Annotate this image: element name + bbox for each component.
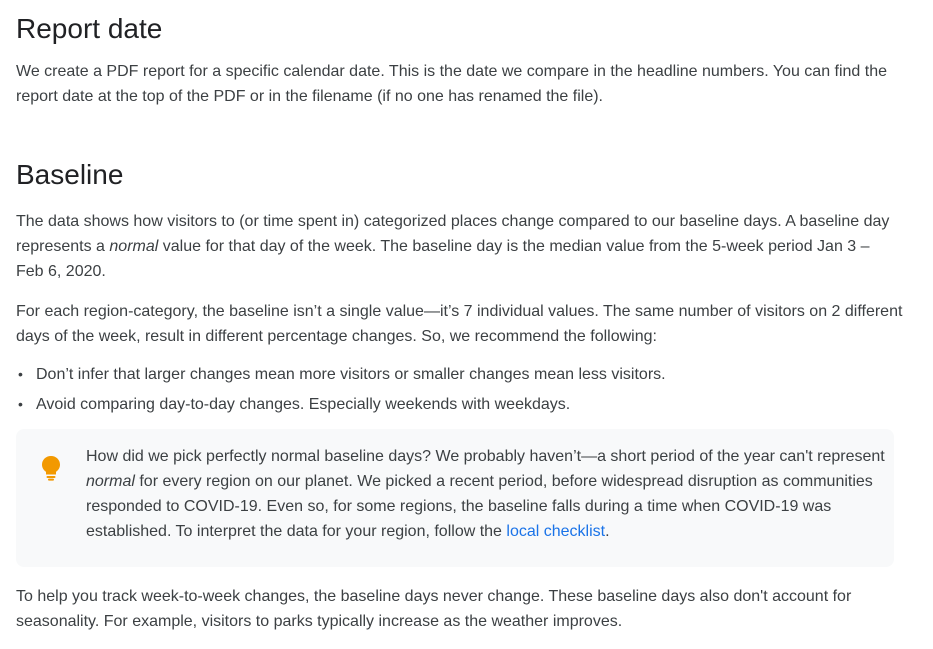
recommendation-list <box>16 362 917 417</box>
list-item <box>16 392 917 417</box>
list-item-text: Avoid comparing day-to-day changes. Especially weekends with weekdays. <box>36 396 571 413</box>
lightbulb-icon <box>41 455 61 481</box>
local-checklist-link[interactable]: local checklist <box>506 523 606 540</box>
note-text-start: How did we pick perfectly normal baseline days? We probably haven’t—a short period of the year can't represent <box>86 448 885 465</box>
list-item-text: Don’t infer that larger changes mean more visitors or smaller changes mean less visitors. <box>36 366 666 383</box>
report-date-paragraph: We create a PDF report for a specific calendar date. This is the date we compare in the headline numbers. You can find the report date at the top of the PDF or in the filename (if no one has renamed the file). <box>16 63 888 105</box>
report-date-heading: Report date <box>16 13 163 44</box>
baseline-p1-text-start: The data shows how visitors to (or time spent in) categorized places change compared to our baseline days. A baseline day represents a <box>16 213 890 255</box>
note-text-middle: for every region on our planet. We picked a recent period, before widespread disruption as communities responded to COVID-19. Even so, for some regions, the baseline falls during a time when COVID-19 was established. To interpret the data for your region, follow the <box>86 473 873 540</box>
list-item <box>16 362 917 387</box>
bullet-icon: • <box>18 366 23 382</box>
note-text-end: . <box>605 523 610 540</box>
note-text <box>86 444 896 544</box>
baseline-heading: Baseline <box>16 159 124 190</box>
baseline-paragraph-1 <box>16 209 896 284</box>
normal-emphasis: normal <box>109 238 159 255</box>
baseline-paragraph-2: For each region-category, the baseline isn’t a single value—it’s 7 individual values. The same number of visitors on 2 different days of the week, result in different percentage changes. So, we recommend the following: <box>16 303 903 345</box>
note-callout <box>16 429 894 567</box>
baseline-paragraph-3: To help you track week-to-week changes, the baseline days never change. These baseline days also don't account for seasonality. For example, visitors to parks typically increase as the weather improves. <box>16 588 852 630</box>
normal-emphasis: normal <box>86 473 135 490</box>
bullet-icon: • <box>18 396 23 412</box>
baseline-p1-text-end: value for that day of the week. The baseline day is the median value from the 5-week period Jan 3 – Feb 6, 2020. <box>16 238 870 280</box>
